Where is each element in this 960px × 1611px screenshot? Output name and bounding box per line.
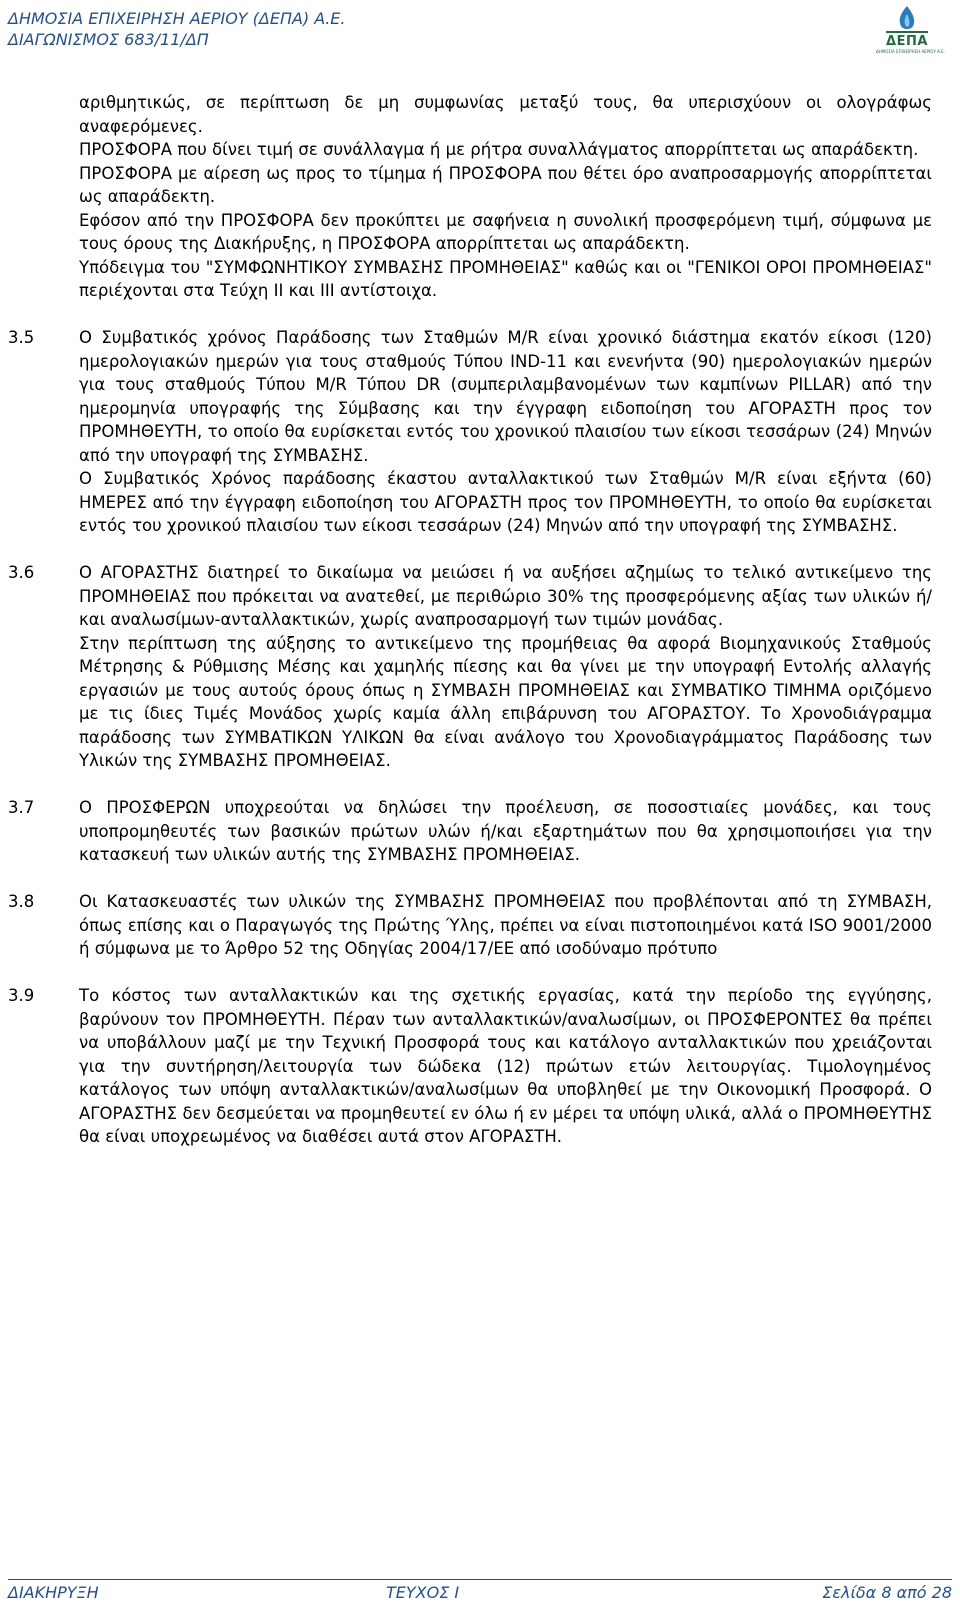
paragraph: Ο Συμβατικός Χρόνος παράδοσης έκαστου ανταλλακτικού των Σταθμών M/R είναι εξήντα (60) ΗΜΕΡΕΣ από την έγγραφη ειδοποίηση του ΑΓΟΡΑΣΤΗ προς τον ΠΡΟΜΗΘΕΥΤΗ, το οποίο θα ευρίσκεται εντός του χρονικού πλαισίου των είκοσι τεσσάρων (24) Μηνών από την υπογραφή της ΣΥΜΒΑΣΗΣ.	[79, 469, 932, 535]
paragraph: Υπόδειγμα του "ΣΥΜΦΩΝΗΤΙΚΟΥ ΣΥΜΒΑΣΗΣ ΠΡΟΜΗΘΕΙΑΣ" καθώς και οι "ΓΕΝΙΚΟΙ ΟΡΟΙ ΠΡΟΜΗΘΕΙΑΣ" περιέχονται στα Τεύχη ΙΙ και ΙΙΙ αντίστοιχα.	[79, 257, 932, 300]
section-3-6	[8, 561, 932, 773]
logo-wordmark: ΔΕΠΑ	[886, 34, 928, 49]
flame-icon	[876, 4, 938, 36]
footer-document: ΔΙΑΚΗΡΥΞΗ	[8, 1583, 99, 1602]
header-company: ΔΗΜΟΣΙΑ ΕΠΙΧΕΙΡΗΣΗ ΑΕΡΙΟΥ (ΔΕΠΑ) Α.Ε.	[8, 9, 346, 28]
paragraph: Ο ΠΡΟΣΦΕΡΩΝ υποχρεούται να δηλώσει την προέλευση, σε ποσοστιαίες μονάδες, και τους υποπρομηθευτές των βασικών πρώτων υλών ή/και εξαρτημάτων που θα χρησιμοποιήσει για την κατασκευή των υλικών αυτής της ΣΥΜΒΑΣΗΣ ΠΡΟΜΗΘΕΙΑΣ.	[79, 798, 932, 864]
depa-logo	[876, 4, 945, 56]
paragraph: ΠΡΟΣΦΟΡΑ με αίρεση ως προς το τίμημα ή ΠΡΟΣΦΟΡΑ που θέτει όρο αναπροσαρμογής απορρίπτεται ως απαράδεκτη.	[79, 163, 932, 206]
footer-volume: ΤΕΥΧΟΣ Ι	[386, 1583, 460, 1602]
section-number: 3.5	[8, 328, 35, 347]
section-3-5	[8, 326, 932, 538]
section-number: 3.7	[8, 798, 35, 817]
paragraph: Εφόσον από την ΠΡΟΣΦΟΡΑ δεν προκύπτει με σαφήνεια η συνολική προσφερόμενη τιμή, σύμφωνα με τους όρους της Διακήρυξης, η ΠΡΟΣΦΟΡΑ απορρίπτεται ως απαράδεκτη.	[79, 210, 932, 253]
section-number: 3.9	[8, 986, 35, 1005]
footer-divider	[8, 1579, 952, 1580]
paragraph: αριθμητικώς, σε περίπτωση δε μη συμφωνίας μεταξύ τους, θα υπερισχύουν οι ολογράφως αναφερόμενες.	[79, 93, 932, 136]
header-tender: ΔΙΑΓΩΝΙΣΜΟΣ 683/11/ΔΠ	[8, 30, 209, 49]
section-3-7	[8, 796, 932, 867]
footer-page-number: Σελίδα 8 από 28	[822, 1583, 952, 1602]
paragraph: ΠΡΟΣΦΟΡΑ που δίνει τιμή σε συνάλλαγμα ή με ρήτρα συναλλάγματος απορρίπτεται ως απαράδεκτη.	[79, 140, 919, 159]
section-3-8	[8, 890, 932, 961]
section-number: 3.6	[8, 563, 35, 582]
paragraph: Ο ΑΓΟΡΑΣΤΗΣ διατηρεί το δικαίωμα να μειώσει ή να αυξήσει αζημίως το τελικό αντικείμενο της ΠΡΟΜΗΘΕΙΑΣ που πρόκειται να ανατεθεί, με περιθώριο 30% της προσφερόμενης αξίας των υλικών ή/και αναλωσίμων-ανταλλακτικών, χωρίς αναπροσαρμογή των τιμών μονάδας.	[79, 563, 932, 629]
paragraph: Οι Κατασκευαστές των υλικών της ΣΥΜΒΑΣΗΣ ΠΡΟΜΗΘΕΙΑΣ που προβλέπονται από τη ΣΥΜΒΑΣΗ, όπως επίσης και ο Παραγωγός της Πρώτης Ύλης, πρέπει να είναι πιστοποιημένοι κατά ISO 9001/2000 ή σύμφωνα με το Άρθρο 52 της Οδηγίας 2004/17/ΕΕ από ισοδύναμο πρότυπο	[79, 892, 932, 958]
logo-subtext: ΔΗΜΟΣΙΑ ΕΠΙΧΕΙΡΗΣΗ ΑΕΡΙΟΥ Α.Ε.	[876, 49, 945, 54]
page-footer	[8, 1583, 952, 1605]
intro-block	[8, 91, 932, 303]
document-body	[8, 91, 932, 1149]
section-number: 3.8	[8, 892, 35, 911]
section-3-9	[8, 984, 932, 1149]
paragraph: Το κόστος των ανταλλακτικών και της σχετικής εργασίας, κατά την περίοδο της εγγύησης, βαρύνουν τον ΠΡΟΜΗΘΕΥΤΗ. Πέραν των ανταλλακτικών/αναλωσίμων, οι ΠΡΟΣΦΕΡΟΝΤΕΣ θα πρέπει να υποβάλλουν μαζί με την Τεχνική Προσφορά τους και κατάλογο ανταλλακτικών που χρειάζονται για την συντήρηση/λειτουργία των δώδεκα (12) πρώτων ετών λειτουργίας. Τιμολογημένος κατάλογος των υπόψη ανταλλακτικών/αναλωσίμων θα υποβληθεί με την Οικονομική Προσφορά. Ο ΑΓΟΡΑΣΤΗΣ δεν δεσμεύεται να προμηθευτεί εν όλω ή εν μέρει τα υπόψη υλικά, αλλά ο ΠΡΟΜΗΘΕΥΤΗΣ θα είναι υποχρεωμένος να διαθέσει αυτά στον ΑΓΟΡΑΣΤΗ.	[79, 986, 932, 1146]
paragraph: Στην περίπτωση της αύξησης το αντικείμενο της προμήθειας θα αφορά Βιομηχανικούς Σταθμούς Μέτρησης & Ρύθμισης Μέσης και χαμηλής πίεσης και θα γίνει με την υπογραφή Εντολής αλλαγής εργασιών με τους αυτούς όρους όπως η ΣΥΜΒΑΣΗ ΠΡΟΜΗΘΕΙΑΣ και ΣΥΜΒΑΤΙΚΟ ΤΙΜΗΜΑ οριζόμενο με τις ίδιες Τιμές Μονάδος χωρίς καμία άλλη επιβάρυνση του ΑΓΟΡΑΣΤΟΥ. Το Χρονοδιάγραμμα παράδοσης των ΣΥΜΒΑΤΙΚΩΝ ΥΛΙΚΩΝ θα είναι ανάλογο του Χρονοδιαγράμματος Παράδοσης των Υλικών της ΣΥΜΒΑΣΗΣ ΠΡΟΜΗΘΕΙΑΣ.	[79, 633, 932, 770]
paragraph: Ο Συμβατικός χρόνος Παράδοσης των Σταθμών M/R είναι χρονικό διάστημα εκατόν είκοσι (120) ημερολογιακών ημερών για τους σταθμούς Τύπου IND-11 και ενενήντα (90) ημερολογιακών ημερών για τους σταθμούς Τύπου M/R Τύπου DR (συμπεριλαμβανομένων των καμπίνων PILLAR) από την ημερομηνία υπογραφής της Σύμβασης και την έγγραφη ειδοποίηση του ΑΓΟΡΑΣΤΗ προς τον ΠΡΟΜΗΘΕΥΤΗ, το οποίο θα ευρίσκεται εντός του χρονικού πλαισίου των είκοσι τεσσάρων (24) Μηνών από την υπογραφή της ΣΥΜΒΑΣΗΣ.	[79, 328, 932, 465]
page-header	[8, 8, 346, 50]
